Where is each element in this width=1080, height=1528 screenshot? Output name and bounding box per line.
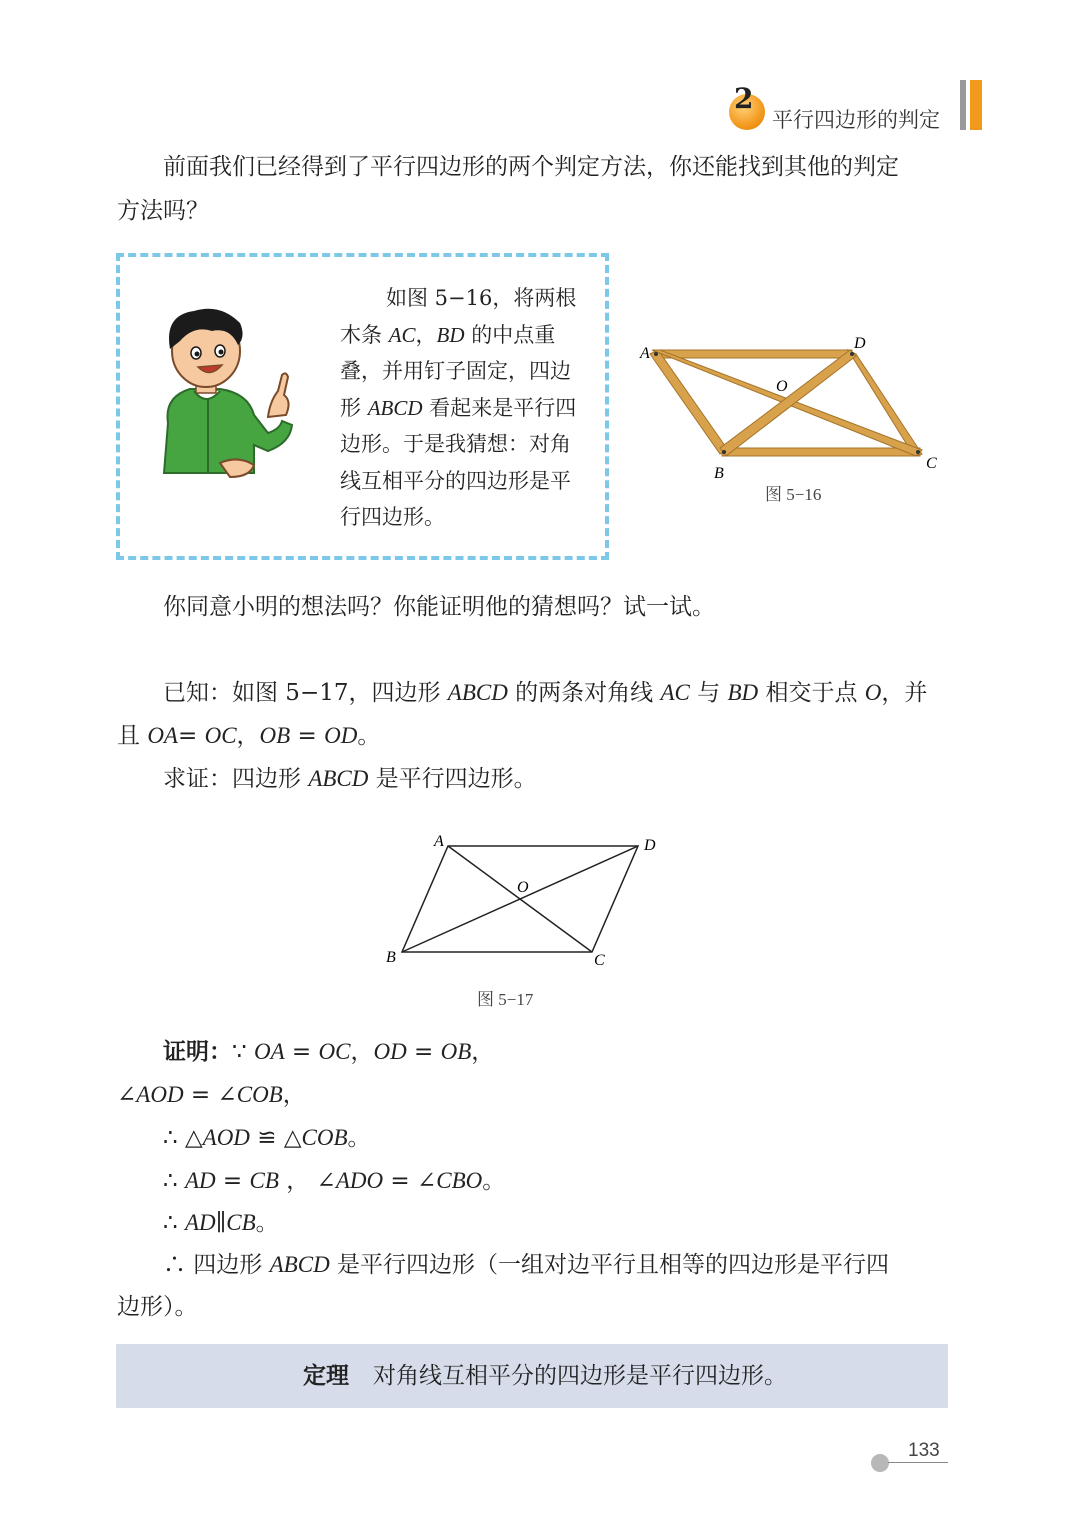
math: CB	[249, 1168, 279, 1193]
text-span: = ∠	[383, 1168, 437, 1194]
math: BD	[727, 680, 759, 705]
given-line-1	[163, 671, 927, 715]
text-span: ，	[282, 1082, 306, 1108]
proof-line-5	[163, 1201, 279, 1245]
intro-line-2: 方法吗？	[117, 198, 209, 224]
text-span: =	[284, 1039, 319, 1065]
callout-line	[340, 426, 590, 463]
text-span: 。	[357, 723, 381, 749]
proof-line-3	[163, 1116, 371, 1160]
text-span: 与	[689, 680, 728, 706]
text-span: ， ∠	[278, 1168, 336, 1194]
caption-5-16: 图 5−16	[765, 485, 822, 504]
label-d: D	[644, 837, 656, 854]
callout-line	[340, 390, 590, 427]
proof-line-7: 边形）。	[117, 1294, 198, 1320]
math: ABCD	[308, 766, 369, 791]
callout-math: AC	[388, 322, 416, 347]
stick-bc	[722, 448, 920, 456]
figure-5-17	[380, 828, 670, 978]
math: AC	[660, 680, 690, 705]
text-span: ∵	[232, 1039, 254, 1065]
math: COB	[301, 1125, 348, 1150]
math: OC	[318, 1039, 351, 1064]
text-span: ∠	[117, 1082, 137, 1108]
callout-text-span: 叠，并用钉子固定，四边	[340, 359, 571, 383]
page-number-dot-icon	[871, 1454, 889, 1472]
callout-text	[340, 280, 590, 536]
proof-line-6	[163, 1243, 889, 1287]
text-span: ，	[471, 1039, 495, 1065]
text-span: ∥	[215, 1210, 227, 1236]
callout-math: ABCD	[367, 395, 423, 420]
math: AOD	[202, 1125, 250, 1150]
label-o: O	[776, 378, 788, 395]
section-title: 平行四边形的判定	[772, 108, 940, 132]
header-bar-gray	[960, 80, 966, 130]
callout-line	[340, 463, 590, 500]
prove-line	[163, 757, 537, 801]
boy-illustration	[150, 305, 300, 485]
proof-line-4	[163, 1159, 505, 1203]
text-span: 相交于点	[758, 680, 865, 706]
callout-line	[340, 280, 590, 317]
text-span: 是平行四边形。	[368, 766, 537, 792]
label-a: A	[640, 345, 650, 362]
theorem-line	[303, 1355, 787, 1398]
caption-5-17: 图 5−17	[477, 990, 534, 1009]
page-number-rule	[888, 1462, 948, 1463]
text-span: 。	[347, 1125, 371, 1151]
math: AOD	[136, 1082, 184, 1107]
text-span: =	[177, 723, 205, 749]
text-span: 。	[255, 1210, 279, 1236]
callout-math: BD	[436, 322, 465, 347]
text-span: =	[406, 1039, 441, 1065]
text-span: = ∠	[183, 1082, 237, 1108]
text-span: ，	[236, 723, 260, 749]
text-span: 的两条对角线	[507, 680, 661, 706]
label-c: C	[594, 952, 605, 969]
math: ABCD	[447, 680, 508, 705]
callout-text-span: 线互相平分的四边形是平	[340, 468, 571, 493]
callout-text-span: 边形。于是我猜想：对角	[340, 432, 571, 456]
text-span: ≌ △	[249, 1125, 302, 1151]
text-span: ，并	[881, 680, 928, 706]
math: OD	[324, 723, 358, 748]
theorem-text: 对角线互相平分的四边形是平行四边形。	[373, 1363, 787, 1389]
diagonal-bd	[402, 846, 638, 952]
question-text: 你同意小明的想法吗？你能证明他的猜想吗？试一试。	[163, 594, 715, 620]
label-b: B	[714, 465, 724, 480]
math: OB	[440, 1039, 472, 1064]
label-a: A	[434, 833, 444, 850]
stick-ab	[650, 350, 728, 454]
math: O	[864, 680, 882, 705]
callout-text-span: 看起来是平行四	[422, 395, 577, 420]
callout-line	[340, 317, 590, 354]
header-bar-orange	[970, 80, 982, 130]
text-span: ∴ △	[163, 1125, 203, 1151]
math: OA	[253, 1039, 285, 1064]
text-span: =	[290, 723, 325, 749]
callout-line	[340, 353, 590, 390]
given-line-2	[117, 714, 380, 758]
label-o: O	[517, 879, 529, 896]
math: ADO	[335, 1168, 384, 1193]
stick-bd	[720, 350, 856, 456]
math: CB	[226, 1210, 256, 1235]
text-span: 且	[117, 723, 148, 749]
text-span: 已知：如图 5−17，四边形	[163, 680, 448, 706]
math: OA	[147, 723, 178, 748]
label-b: B	[386, 949, 396, 966]
text-span: 。	[482, 1168, 506, 1194]
math: OD	[373, 1039, 407, 1064]
figure-5-16	[630, 330, 950, 480]
proof-line-1	[163, 1030, 494, 1074]
math: ABCD	[269, 1252, 330, 1277]
callout-text-span: 行四边形。	[340, 505, 445, 529]
proof-label: 证明：	[163, 1039, 232, 1065]
intro-line-1: 前面我们已经得到了平行四边形的两个判定方法，你还能找到其他的判定	[163, 154, 899, 180]
math: OB	[259, 723, 291, 748]
page-number: 133	[908, 1440, 940, 1461]
text-span: ∴ 四边形	[163, 1252, 270, 1278]
section-number: 2	[734, 82, 754, 115]
label-c: C	[926, 455, 937, 472]
text-span: 求证：四边形	[163, 766, 309, 792]
math: AD	[184, 1168, 216, 1193]
callout-text-span: ，	[415, 322, 437, 347]
callout-text-span: 木条	[340, 322, 389, 347]
proof-line-2	[117, 1073, 306, 1117]
math: CBO	[436, 1168, 483, 1193]
callout-text-span: 如图 5−16，将两根	[386, 286, 577, 310]
math: OC	[204, 723, 237, 748]
text-span: ∴	[163, 1210, 185, 1236]
text-span: ，	[350, 1039, 374, 1065]
callout-line	[340, 499, 590, 536]
callout-text-span: 形	[340, 395, 368, 420]
text-span: =	[215, 1168, 250, 1194]
text-span: 是平行四边形（一组对边平行且相等的四边形是平行四	[329, 1252, 889, 1278]
label-d: D	[854, 335, 866, 352]
math: COB	[236, 1082, 283, 1107]
theorem-label: 定理	[303, 1363, 349, 1389]
callout-text-span: 的中点重	[464, 322, 556, 347]
math: AD	[184, 1210, 216, 1235]
text-span: ∴	[163, 1168, 185, 1194]
stick-ad	[654, 350, 852, 358]
